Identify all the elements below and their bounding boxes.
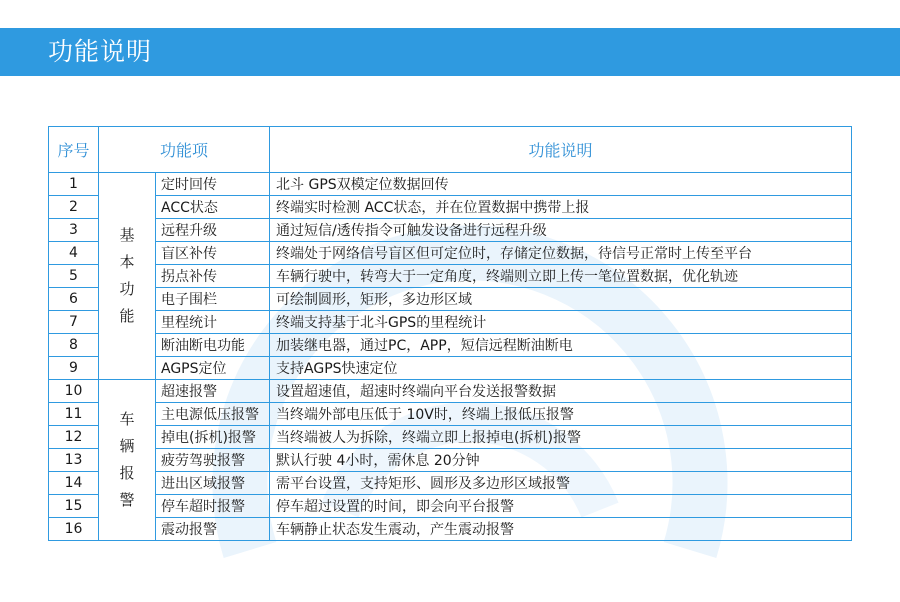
table-row — [49, 311, 852, 334]
table-row — [49, 495, 852, 518]
page-title: 功能说明 — [48, 37, 153, 66]
row-number: 4 — [49, 242, 99, 265]
category-label: 车辆报警 — [119, 410, 135, 509]
function-name: AGPS定位 — [156, 357, 270, 380]
row-number: 14 — [49, 472, 99, 495]
function-description: 设置超速值，超速时终端向平台发送报警数据 — [270, 380, 852, 403]
function-name: 电子围栏 — [156, 288, 270, 311]
category-label: 基本功能 — [119, 226, 135, 325]
function-table — [48, 126, 852, 541]
table-row — [49, 380, 852, 403]
function-description: 加装继电器，通过PC，APP，短信远程断油断电 — [270, 334, 852, 357]
table-row — [49, 288, 852, 311]
function-description: 可绘制圆形，矩形，多边形区域 — [270, 288, 852, 311]
function-description: 停车超过设置的时间，即会向平台报警 — [270, 495, 852, 518]
category-cell — [99, 380, 156, 541]
header-num: 序号 — [49, 127, 99, 173]
function-name: 盲区补传 — [156, 242, 270, 265]
function-name: 里程统计 — [156, 311, 270, 334]
table-row — [49, 219, 852, 242]
function-name: 超速报警 — [156, 380, 270, 403]
function-description: 支持AGPS快速定位 — [270, 357, 852, 380]
table-row — [49, 449, 852, 472]
table-row — [49, 518, 852, 541]
row-number: 8 — [49, 334, 99, 357]
table-row — [49, 334, 852, 357]
table-row — [49, 173, 852, 196]
function-name: 停车超时报警 — [156, 495, 270, 518]
row-number: 7 — [49, 311, 99, 334]
row-number: 13 — [49, 449, 99, 472]
table-row — [49, 242, 852, 265]
row-number: 16 — [49, 518, 99, 541]
function-description: 终端实时检测 ACC状态，并在位置数据中携带上报 — [270, 196, 852, 219]
table-row — [49, 196, 852, 219]
function-description: 车辆静止状态发生震动，产生震动报警 — [270, 518, 852, 541]
row-number: 11 — [49, 403, 99, 426]
function-description: 终端处于网络信号盲区但可定位时，存储定位数据，待信号正常时上传至平台 — [270, 242, 852, 265]
header-function: 功能项 — [99, 127, 270, 173]
function-name: 断油断电功能 — [156, 334, 270, 357]
row-number: 2 — [49, 196, 99, 219]
table-row — [49, 472, 852, 495]
function-description: 车辆行驶中，转弯大于一定角度，终端则立即上传一笔位置数据，优化轨迹 — [270, 265, 852, 288]
function-name: 震动报警 — [156, 518, 270, 541]
category-cell — [99, 173, 156, 380]
function-description: 当终端被人为拆除，终端立即上报掉电(拆机)报警 — [270, 426, 852, 449]
function-name: 定时回传 — [156, 173, 270, 196]
function-description: 当终端外部电压低于 10V时，终端上报低压报警 — [270, 403, 852, 426]
header-desc: 功能说明 — [270, 127, 852, 173]
table-row — [49, 357, 852, 380]
function-name: 主电源低压报警 — [156, 403, 270, 426]
function-name: ACC状态 — [156, 196, 270, 219]
row-number: 9 — [49, 357, 99, 380]
function-name: 拐点补传 — [156, 265, 270, 288]
function-name: 远程升级 — [156, 219, 270, 242]
function-name: 掉电(拆机)报警 — [156, 426, 270, 449]
header-band — [0, 28, 900, 76]
function-description: 终端支持基于北斗GPS的里程统计 — [270, 311, 852, 334]
table-row — [49, 426, 852, 449]
function-name: 疲劳驾驶报警 — [156, 449, 270, 472]
function-description: 北斗 GPS双模定位数据回传 — [270, 173, 852, 196]
table-row — [49, 265, 852, 288]
row-number: 5 — [49, 265, 99, 288]
row-number: 12 — [49, 426, 99, 449]
table-header-row — [49, 127, 852, 173]
function-description: 需平台设置，支持矩形、圆形及多边形区域报警 — [270, 472, 852, 495]
row-number: 15 — [49, 495, 99, 518]
row-number: 10 — [49, 380, 99, 403]
row-number: 1 — [49, 173, 99, 196]
row-number: 3 — [49, 219, 99, 242]
function-name: 进出区域报警 — [156, 472, 270, 495]
function-description: 通过短信/透传指令可触发设备进行远程升级 — [270, 219, 852, 242]
function-description: 默认行驶 4小时，需休息 20分钟 — [270, 449, 852, 472]
row-number: 6 — [49, 288, 99, 311]
table-row — [49, 403, 852, 426]
